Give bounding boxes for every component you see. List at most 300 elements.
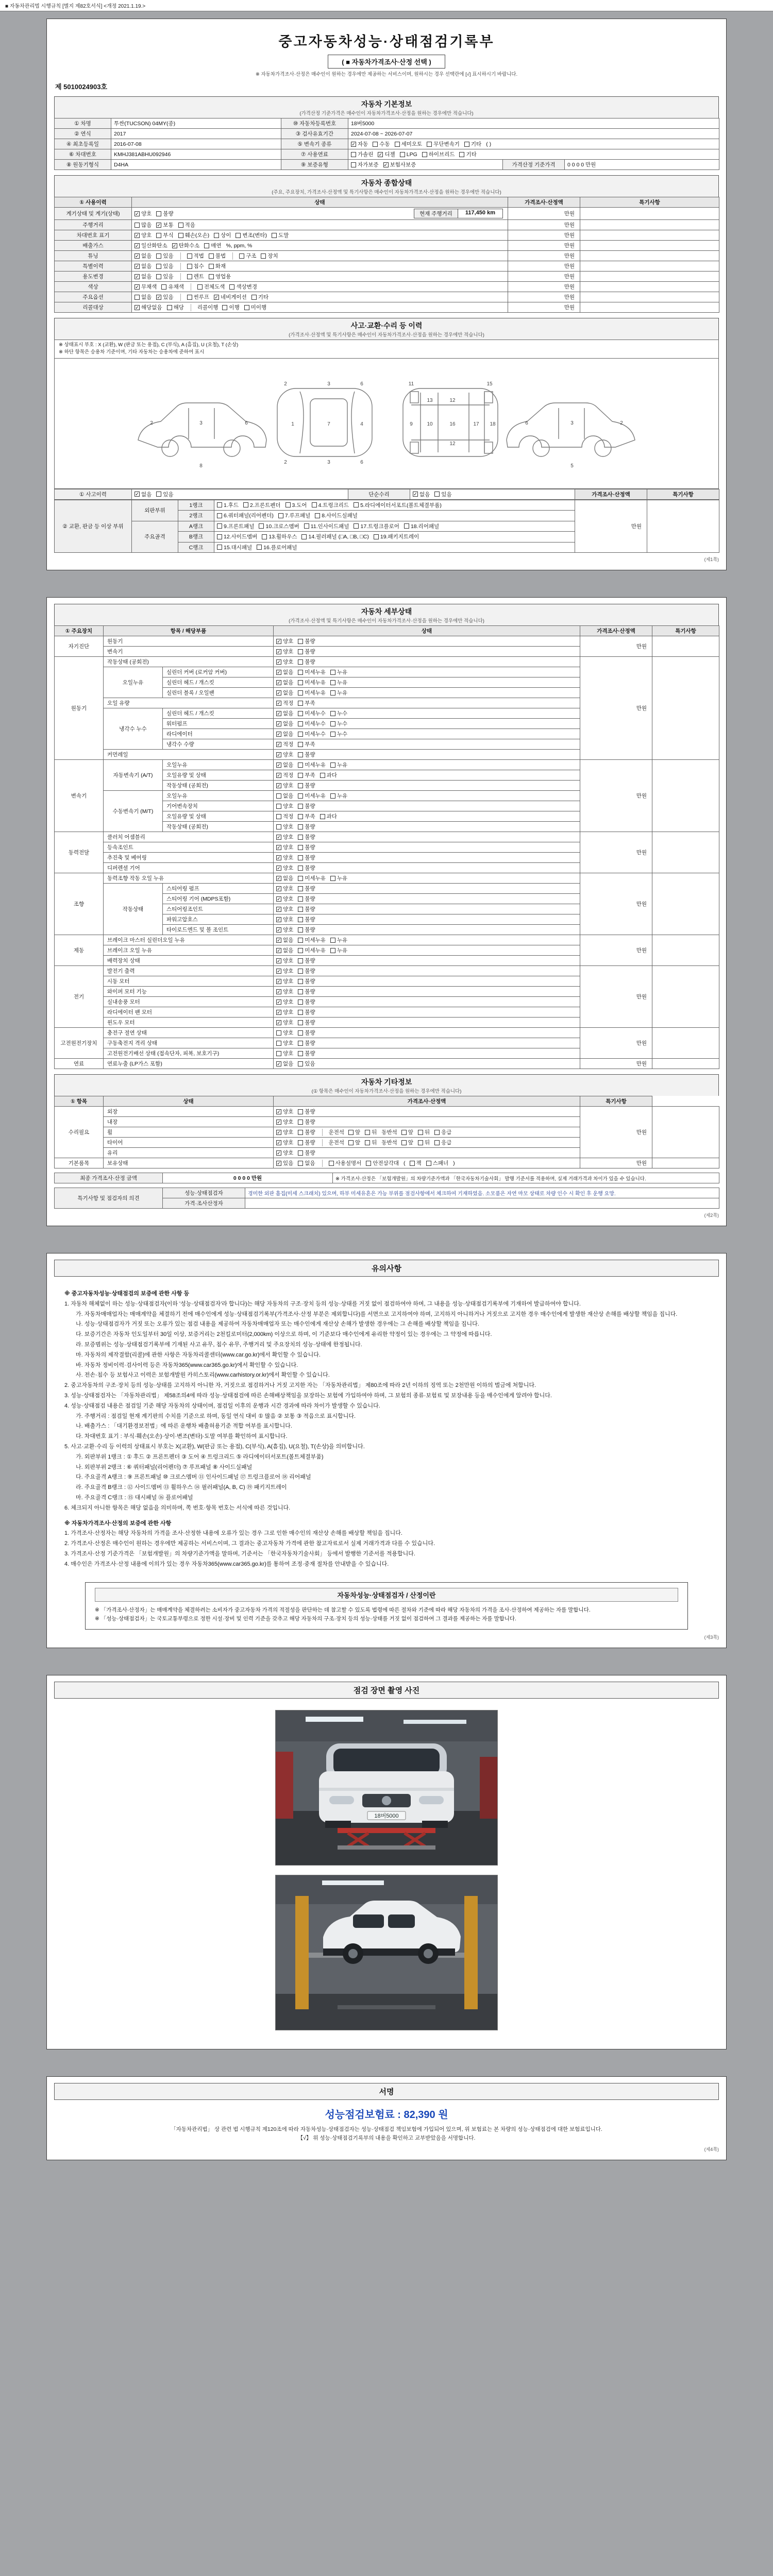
checkbox-label: 12.사이드멤버 xyxy=(224,534,258,540)
checkbox-box: ✓ xyxy=(135,211,139,216)
price-cell: 만원 xyxy=(580,832,652,873)
field-label: ① 차명 xyxy=(55,118,111,129)
inspection-photo-front xyxy=(275,1710,498,1866)
part-label: 외판부위 xyxy=(132,500,178,521)
checkbox-group xyxy=(348,1139,381,1146)
checkbox-label: 기타 xyxy=(466,151,477,158)
checkbox-label: 양호 xyxy=(283,752,294,758)
checkbox-box xyxy=(404,523,409,529)
notice-line: 4. 매수인은 가격조사·산정 내용에 이의가 있는 경우 자동차365(www.car365.go.kr)를 통하여 조정·중재 절차를 안내받을 수 있습니다. xyxy=(64,1561,389,1567)
checkbox-label: 적법 xyxy=(193,253,204,259)
state-cell xyxy=(132,272,508,282)
divider xyxy=(322,1129,323,1136)
checkbox-label: 미세누유 xyxy=(305,762,326,768)
checkbox-label: 누유 xyxy=(337,762,348,768)
checkbox-box: ✓ xyxy=(277,865,281,871)
checkbox-box xyxy=(298,886,303,891)
checkbox-label: 누유 xyxy=(337,669,348,675)
checkbox-box xyxy=(464,142,469,147)
checkbox-label: 구조 xyxy=(246,253,257,259)
checkbox-unchecked xyxy=(404,522,439,530)
checkbox-unchecked xyxy=(217,533,257,540)
checkbox-box xyxy=(298,1061,303,1066)
checkbox-label: 뒤 xyxy=(424,1129,430,1136)
checkbox-label: 불량 xyxy=(305,1040,315,1046)
checkbox-label: 보험사보증 xyxy=(390,162,416,168)
checkbox-unchecked xyxy=(320,771,337,779)
note-cell xyxy=(652,966,719,1028)
checkbox-label: 불량 xyxy=(305,989,315,995)
checkbox-label: 장치 xyxy=(267,253,278,259)
panel-main-form xyxy=(46,19,727,570)
notice-line: 라. 보증범위는 성능·상태점검기록부에 기재된 사고 유무, 침수 유무, 주행거리 및 주요장치의 성능·상태에 한정됩니다. xyxy=(76,1341,362,1348)
checkbox-label: 9.프론트패널 xyxy=(224,523,255,530)
checkbox-label: 불량 xyxy=(305,999,315,1005)
checkbox-unchecked xyxy=(156,210,173,217)
checkbox-box xyxy=(272,233,277,238)
svg-text:9: 9 xyxy=(410,421,413,427)
inspection-photo-lift xyxy=(275,1875,498,2030)
checkbox-box: ✓ xyxy=(277,1119,281,1125)
row-label: 차대번호 표기 xyxy=(55,230,132,241)
checkbox-label: 미세누유 xyxy=(305,690,326,696)
checkbox-checked xyxy=(276,1019,293,1026)
notice-line: ※ 자동차가격조사·산정의 보증에 관한 사항 xyxy=(64,1520,172,1527)
state-cell xyxy=(274,1028,580,1038)
note-cell xyxy=(652,1107,719,1158)
checkbox-box xyxy=(239,253,244,259)
checkbox-label: 양호 xyxy=(283,1109,294,1115)
checkbox-label: 부족 xyxy=(305,700,315,706)
field-value: KMHJ381ABHU092946 xyxy=(111,149,281,160)
checkbox-unchecked xyxy=(330,679,347,686)
checkbox-checked xyxy=(276,740,293,748)
panel-signature xyxy=(46,2076,727,2160)
field-label: ③ 검사유효기간 xyxy=(281,129,348,139)
state-text: 리콜이행 xyxy=(197,304,219,311)
misc-info-table xyxy=(54,1096,719,1168)
checkbox-label: 양호 xyxy=(283,1030,294,1036)
accident-history-state xyxy=(132,489,348,499)
detail-condition-table xyxy=(54,625,719,1069)
checkbox-box xyxy=(330,938,335,943)
opinion-row xyxy=(55,1188,719,1198)
checkbox-box xyxy=(366,1161,371,1166)
section-title-misc xyxy=(54,1074,719,1096)
detail-title: 자동차 세부상태 xyxy=(361,607,412,616)
field-value: 2016-07-08 xyxy=(111,139,281,149)
checkbox-label: 훼손(오손) xyxy=(184,232,210,239)
checkbox-box: ✓ xyxy=(277,680,281,685)
state-tokens xyxy=(135,221,505,229)
checkbox-box: ✓ xyxy=(277,978,281,984)
checkbox-box: ✓ xyxy=(277,1140,281,1145)
svg-text:16: 16 xyxy=(449,421,456,427)
note-cell xyxy=(652,760,719,832)
checkbox-label: 누유 xyxy=(337,690,348,696)
checkbox-label: 양호 xyxy=(283,1150,294,1156)
note-cell xyxy=(580,220,719,230)
svg-text:12: 12 xyxy=(449,440,456,447)
checkbox-box: ✓ xyxy=(277,752,281,757)
checkbox-group xyxy=(329,1159,404,1167)
checkbox-box xyxy=(243,502,248,507)
state-cell xyxy=(132,251,508,261)
checkbox-label: 양호 xyxy=(283,989,294,995)
checkbox-checked xyxy=(276,1139,293,1146)
checkbox-unchecked xyxy=(298,936,326,944)
checkbox-label: 일산화탄소 xyxy=(141,243,167,249)
checkbox-label: 잭 xyxy=(416,1160,422,1166)
state-cell xyxy=(274,853,580,863)
checkbox-label: 누유 xyxy=(337,875,348,882)
checkbox-group xyxy=(401,1139,434,1146)
price-header: 가격조사·산정액 xyxy=(575,489,647,499)
section-title-overall xyxy=(54,175,719,197)
checkbox-box: ✓ xyxy=(277,1160,281,1166)
checkbox-box xyxy=(298,793,303,799)
checkbox-label: 부족 xyxy=(305,772,315,778)
checkbox-group xyxy=(351,161,421,168)
item-label: 작동상태 (공회전) xyxy=(163,822,274,832)
checkbox-label: 있음 xyxy=(163,263,174,269)
item-label: 실린더 헤드 / 개스킷 xyxy=(163,677,274,688)
group-label: 원동기 xyxy=(55,657,104,760)
checkbox-unchecked xyxy=(427,140,460,148)
checkbox-label: 불량 xyxy=(305,978,315,985)
notice-line: 가. 자동차매매업자는 매매계약을 체결하기 전에 매수인에게 성능·상태점검기록부(가격조사·산정 부분은 제외합니다)를 서면으로 고지하여야 하며, 고지하지 아니하거나 거짓으로 고지한 경우 매수인에게 발생한 재산상 손해를 배상할 책임을 집니다. xyxy=(76,1311,678,1317)
checkbox-label: 불량 xyxy=(305,783,315,789)
checkbox-unchecked xyxy=(298,812,315,820)
price-cell: 만원 xyxy=(580,1158,652,1168)
svg-text:2: 2 xyxy=(620,420,623,426)
divider xyxy=(180,294,181,301)
checkbox-checked xyxy=(156,221,173,229)
page-mark-4: (제4쪽) xyxy=(704,2146,719,2152)
notice-line: 라. 주요골격 B랭크 : ⑫ 사이드멤버 ⑬ 휠하우스 ⑭ 필러패널(A, B, C) ⑲ 패키지트레이 xyxy=(76,1484,287,1491)
checkbox-box xyxy=(320,773,325,778)
checkbox-unchecked xyxy=(348,1128,360,1136)
checkbox-group xyxy=(239,252,283,260)
state-text: ( xyxy=(404,1160,406,1166)
basic-info-table xyxy=(54,118,719,170)
note-cell xyxy=(580,282,719,292)
price-cell: 만원 xyxy=(508,208,580,220)
notice-line: 3. 성능·상태점검자는 「자동차관리법」 제58조의4에 따라 성능·상태점검에 따른 손해배상책임을 보장하는 보험에 가입하여야 하며, 그 보험의 종류·보험료 및 보장내용 등을 매수인에게 알려야 합니다. xyxy=(64,1392,552,1399)
checkbox-label: 전체도색 xyxy=(204,284,225,290)
detail-row xyxy=(55,832,719,842)
state-tokens xyxy=(413,490,572,498)
notice-line: 나. 배출가스 : 「대기환경보전법」에 따른 운행차 배출허용기준 적합 여부를 표시합니다. xyxy=(76,1423,292,1430)
checkbox-group xyxy=(410,1159,453,1167)
checkbox-unchecked xyxy=(298,854,315,861)
checkbox-box xyxy=(354,523,359,529)
state-tokens xyxy=(276,709,577,717)
checkbox-box xyxy=(298,804,303,809)
checkbox-checked xyxy=(135,252,152,260)
checkbox-label: 없음 xyxy=(283,947,294,954)
checkbox-label: 적정 xyxy=(283,814,294,820)
checkbox-unchecked xyxy=(156,262,173,270)
checkbox-checked xyxy=(276,988,293,995)
checkbox-label: 양호 xyxy=(283,978,294,985)
field-value xyxy=(348,139,719,149)
checkbox-label: 뒤 xyxy=(424,1140,430,1146)
checkbox-checked xyxy=(276,1118,293,1126)
checkbox-label: 불량 xyxy=(305,1109,315,1115)
column-header: 특기사항 xyxy=(652,626,719,636)
checkbox-unchecked xyxy=(298,761,326,769)
checkbox-label: 없음 xyxy=(283,710,294,717)
checkbox-label: 미세누유 xyxy=(305,793,326,799)
checkbox-label: 뒤 xyxy=(372,1140,377,1146)
item-label: 윈도우 모터 xyxy=(104,1018,274,1028)
item-label: 실내송풍 모터 xyxy=(104,997,274,1007)
checkbox-label: 없음 xyxy=(141,491,152,498)
price-cell: 만원 xyxy=(508,230,580,241)
checkbox-label: 있음 xyxy=(163,274,174,280)
notice-line: 4. 성능·상태점검 내용은 점검일 기준 해당 자동차의 상태이며, 점검일 이후의 운행과 시간 경과에 따라 차이가 발생할 수 있습니다. xyxy=(64,1402,380,1409)
checkbox-box xyxy=(257,545,262,550)
checkbox-box: ✓ xyxy=(277,721,281,726)
checkbox-group xyxy=(276,709,352,717)
checkbox-label: 불량 xyxy=(305,824,315,830)
checkbox-label: 불량 xyxy=(305,1129,315,1136)
checkbox-label: 해당 xyxy=(173,304,184,311)
state-cell xyxy=(274,781,580,791)
checkbox-label: 없음 xyxy=(141,274,152,280)
state-tokens xyxy=(276,782,577,789)
checkbox-group xyxy=(276,720,352,727)
checkbox-label: 양호 xyxy=(283,803,294,809)
row-label: 주요옵션 xyxy=(55,292,132,302)
notice-line: 바. 자동차 정비이력·검사이력 등은 자동차365(www.car365.go.kr)에서 확인할 수 있습니다. xyxy=(76,1362,298,1368)
simple-repair-state xyxy=(410,489,575,499)
checkbox-box: ✓ xyxy=(135,274,139,279)
checkbox-box xyxy=(156,492,161,497)
checkbox-group xyxy=(276,864,320,872)
photos-title: 점검 장면 촬영 사진 xyxy=(54,1682,719,1699)
checkbox-label: 불량 xyxy=(305,927,315,933)
checkbox-label: 가솔린 xyxy=(358,151,374,158)
checkbox-label: 불량 xyxy=(305,638,315,645)
checkbox-box xyxy=(320,814,325,819)
checkbox-unchecked xyxy=(298,998,315,1006)
checkbox-unchecked xyxy=(464,140,481,148)
checkbox-group xyxy=(276,843,320,851)
checkbox-unchecked xyxy=(156,252,173,260)
accident-exchange-table xyxy=(54,500,719,553)
checkbox-box: ✓ xyxy=(277,700,281,706)
state-text: 동반석 xyxy=(381,1129,397,1136)
overall-row xyxy=(55,292,719,302)
svg-text:15: 15 xyxy=(486,381,493,387)
checkbox-box xyxy=(298,773,303,778)
state-tokens xyxy=(276,988,577,995)
checkbox-unchecked xyxy=(298,637,315,645)
checkbox-box xyxy=(298,938,303,943)
checkbox-checked xyxy=(276,771,293,779)
law-note: ■ 자동차관리법 시행규칙 [별지 제82호서식] <개정 2021.1.19.> xyxy=(0,0,773,11)
item-label: 워터펌프 xyxy=(163,719,274,729)
checkbox-label: 누유 xyxy=(337,937,348,943)
checkbox-box xyxy=(276,1051,281,1056)
page-mark-3: (제3쪽) xyxy=(704,1635,719,1640)
item-label: 유리 xyxy=(104,1148,274,1158)
column-header: 특기사항 xyxy=(580,1096,652,1107)
checkbox-box xyxy=(298,1130,303,1135)
checkbox-checked xyxy=(276,946,293,954)
group-label: 전기 xyxy=(55,966,104,1028)
checkbox-label: 불량 xyxy=(305,1009,315,1015)
checkbox-box xyxy=(418,1140,423,1145)
notice-line: 1. 자동차 해체없이 하는 성능·상태점검자(이하 '성능·상태점검자'라 합니다)는 해당 자동차의 구조·장치 등의 성능·상태를 거짓 없이 점검하여야 하며, 그 내용을 성능·상태점검기록부에 기재하여 발급하여야 합니다. xyxy=(64,1300,581,1307)
checkbox-unchecked xyxy=(374,533,419,540)
exchange-label: ② 교환, 판금 등 이상 부위 xyxy=(55,500,132,553)
misc-title: 자동차 기타정보 xyxy=(361,1078,412,1086)
checkbox-box xyxy=(161,284,166,290)
svg-text:3: 3 xyxy=(570,420,574,426)
checkbox-box xyxy=(298,896,303,902)
column-header: 특기사항 xyxy=(580,197,719,208)
row-label: 주행거리 xyxy=(55,220,132,230)
page-mark-2: (제2쪽) xyxy=(704,1213,719,1218)
state-cell xyxy=(274,925,580,935)
item-label: 라디에이터 xyxy=(163,729,274,739)
checkbox-box: ✓ xyxy=(277,669,281,675)
item-label: 오일유량 및 상태 xyxy=(163,811,274,822)
checkbox-checked xyxy=(135,210,152,217)
state-tokens xyxy=(276,730,577,738)
checkbox-unchecked xyxy=(459,150,476,158)
checkbox-box xyxy=(315,513,320,518)
notices-title: 유의사항 xyxy=(54,1260,719,1277)
checkbox-label: 이행 xyxy=(229,304,240,311)
checkbox-unchecked xyxy=(236,231,267,239)
state-cell xyxy=(274,698,580,708)
checkbox-label: 없음 xyxy=(283,721,294,727)
checkbox-box xyxy=(187,264,192,269)
checkbox-label: 앞 xyxy=(355,1140,361,1146)
checkbox-checked xyxy=(135,283,157,291)
checkbox-unchecked xyxy=(354,501,442,509)
checkbox-label: 있음 xyxy=(305,1061,315,1067)
accident-history-table xyxy=(54,489,719,500)
state-tokens xyxy=(276,812,577,820)
notice-line: 가. 외판부위 1랭크 : ① 후드 ② 프론트펜더 ③ 도어 ④ 트렁크리드 ⑤ 라디에이터서포트(볼트체결부품) xyxy=(76,1453,324,1460)
checkbox-box: ✓ xyxy=(214,294,219,300)
checkbox-group xyxy=(187,293,273,301)
checkbox-box: ✓ xyxy=(277,772,281,778)
checkbox-group xyxy=(135,210,178,217)
rank-label: 2랭크 xyxy=(178,511,214,521)
checkbox-unchecked xyxy=(217,501,239,509)
checkbox-box: ✓ xyxy=(277,989,281,994)
item-label: 시동 모터 xyxy=(104,976,274,987)
checkbox-label: 양호 xyxy=(283,638,294,645)
checkbox-group xyxy=(217,512,362,519)
state-cell xyxy=(274,1059,580,1069)
checkbox-box xyxy=(217,502,222,507)
state-tokens xyxy=(135,252,505,260)
checkbox-label: 해당없음 xyxy=(141,304,162,311)
state-cell xyxy=(274,647,580,657)
checkbox-box xyxy=(135,223,140,228)
divider xyxy=(180,263,181,270)
checkbox-box: ✓ xyxy=(277,875,281,881)
checkbox-unchecked xyxy=(410,1159,422,1167)
item-label: 배력장치 상태 xyxy=(104,956,274,966)
checkbox-unchecked xyxy=(330,946,347,954)
note-cell xyxy=(652,832,719,873)
checkbox-box xyxy=(298,1120,303,1125)
checkbox-box xyxy=(298,1161,303,1166)
state-tokens xyxy=(135,209,505,218)
notice-line: ※ 중고자동차성능·상태점검의 보증에 관한 사항 등 xyxy=(64,1291,190,1297)
svg-text:2: 2 xyxy=(150,420,153,426)
checkbox-box xyxy=(298,824,303,829)
svg-text:3: 3 xyxy=(327,459,330,465)
checkbox-unchecked xyxy=(401,1128,413,1136)
item-label: 고전원전기배선 상태 (접속단자, 피복, 보호기구) xyxy=(104,1048,274,1059)
checkbox-unchecked xyxy=(298,967,315,975)
checkbox-label: 불량 xyxy=(305,1119,315,1125)
checkbox-unchecked xyxy=(276,792,293,800)
checkbox-unchecked xyxy=(298,668,326,676)
svg-text:11: 11 xyxy=(408,381,414,387)
checkbox-box xyxy=(217,534,222,539)
state-tokens xyxy=(276,658,577,666)
field-label: ⑧ 원동기형식 xyxy=(55,160,111,170)
checkbox-group xyxy=(276,761,352,769)
checkbox-box xyxy=(330,732,335,737)
checkbox-label: 양호 xyxy=(141,232,152,239)
checkbox-box xyxy=(135,295,140,300)
checkbox-unchecked xyxy=(251,293,268,301)
checkbox-group xyxy=(276,812,342,820)
checkbox-label: 없음 xyxy=(305,1160,315,1166)
state-cell xyxy=(274,945,580,956)
svg-text:10: 10 xyxy=(427,421,433,427)
checkbox-group xyxy=(187,273,236,280)
checkbox-label: 유채색 xyxy=(168,284,184,290)
checkbox-unchecked xyxy=(298,946,326,954)
checkbox-group xyxy=(348,1128,381,1136)
column-header: ① 사용이력 xyxy=(55,197,132,208)
item-label: 원동기 xyxy=(104,636,274,647)
item-label: 추진축 및 베어링 xyxy=(104,853,274,863)
checkbox-box xyxy=(365,1140,370,1145)
checkbox-unchecked xyxy=(298,689,326,697)
checkbox-unchecked xyxy=(178,231,210,239)
checkbox-box xyxy=(301,534,307,539)
notice-line: 가. 주행거리 : 점검일 현재 계기판의 수치를 기준으로 하며, 동일 연식 대비 ① 많음 ② 보통 ③ 적음으로 표시합니다. xyxy=(76,1413,356,1419)
state-tokens xyxy=(135,283,505,291)
checkbox-unchecked xyxy=(330,936,347,944)
panel-items xyxy=(214,542,575,553)
checkbox-box: ✓ xyxy=(277,690,281,696)
checkbox-box xyxy=(209,274,214,279)
checkbox-box xyxy=(330,762,335,768)
checkbox-unchecked xyxy=(298,792,326,800)
checkbox-box xyxy=(156,211,161,216)
checkbox-label: 없음 xyxy=(141,294,152,300)
item-label: 오일누유 xyxy=(163,760,274,770)
checkbox-checked xyxy=(276,637,293,645)
checkbox-checked xyxy=(276,998,293,1006)
checkbox-box xyxy=(204,243,209,248)
state-tokens xyxy=(276,967,577,975)
